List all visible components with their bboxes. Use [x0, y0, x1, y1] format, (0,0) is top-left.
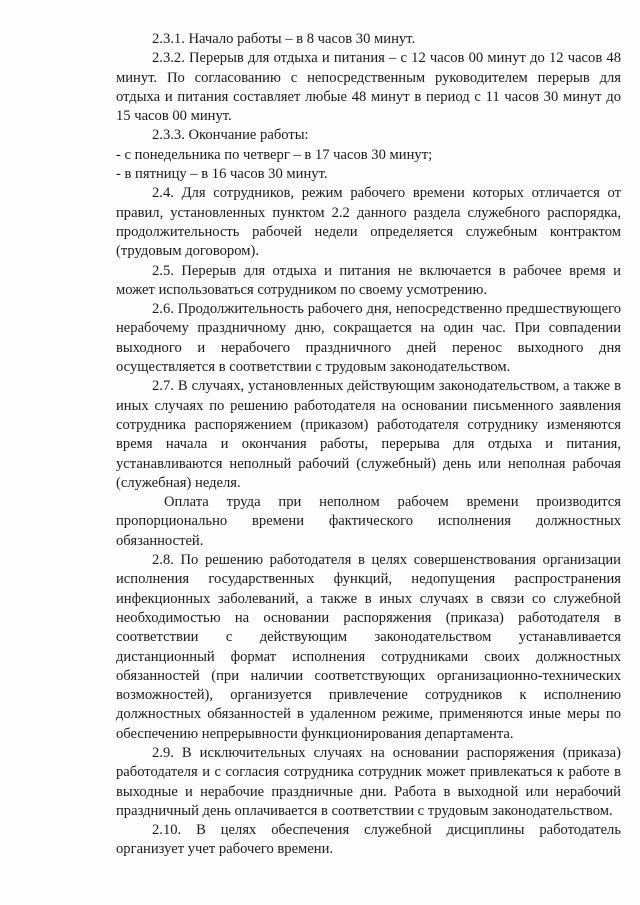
paragraph-2-6: 2.6. Продолжительность рабочего дня, непосредственно предшествующего нерабочему праздничному дню, сокращается на один час. При совпадении выходного и нерабочего праздничного дней перенос выходного дня осуществляется в соответствии с трудовым законодательством. — [116, 301, 621, 376]
paragraph-2-4: 2.4. Для сотрудников, режим рабочего времени которых отличается от правил, установленных пунктом 2.2 данного раздела служебного распорядка, продолжительность рабочей недели определяется служебным контрактом (трудовым договором). — [116, 185, 621, 260]
paragraph-2-9: 2.9. В исключительных случаях на основании распоряжения (приказа) работодателя и с согласия сотрудника сотрудник может привлекаться к работе в выходные и нерабочие праздничные дни. Работа в выходной или нерабочий праздничный день оплачивается в соответствии с трудовым законодательством. — [116, 744, 621, 819]
list-item-mon-thu: - с понедельника по четверг – в 17 часов 30 минут; — [116, 146, 433, 163]
document-body — [116, 30, 621, 860]
paragraph-2-3-3: 2.3.3. Окончание работы: — [152, 127, 309, 144]
paragraph-2-10: 2.10. В целях обеспечения служебной дисциплины работодатель организует учет рабочего времени. — [116, 822, 621, 858]
paragraph-2-3-2: 2.3.2. Перерыв для отдыха и питания – с 12 часов 00 минут до 12 часов 48 минут. По согласованию с непосредственным руководителем перерыв для отдыха и питания составляет любые 48 минут в период с 11 часов 30 минут до 15 часов 00 минут. — [116, 50, 621, 125]
paragraph-2-8: 2.8. По решению работодателя в целях совершенствования организации исполнения государственных функций, недопущения распространения инфекционных заболеваний, а также в иных случаях в связи со служебной необходимостью на основании распоряжения (приказа) работодателя в соответствии с действующим законодательством устанавливается дистанционный формат исполнения сотрудниками своих должностных обязанностей (при наличии соответствующих организационно-технических возможностей), организуется привлечение сотрудников к исполнению должностных обязанностей в удаленном режиме, применяются иные меры по обеспечению непрерывности функционирования департамента. — [116, 552, 621, 742]
paragraph-payment: Оплата труда при неполном рабочем времени производится пропорционально времени фактического исполнения должностных обязанностей. — [116, 494, 621, 549]
list-item-friday: - в пятницу – в 16 часов 30 минут. — [116, 166, 328, 183]
paragraph-2-3-1: 2.3.1. Начало работы – в 8 часов 30 минут. — [152, 31, 416, 47]
paragraph-2-7: 2.7. В случаях, установленных действующим законодательством, а также в иных случаях по решению работодателя на основании письменного заявления сотрудника распоряжением (приказом) работодателя сотруднику изменяются время начала и окончания работы, перерыва для отдыха и питания, устанавливаются неполный рабочий (служебный) день или неполная рабочая (служебная) неделя. — [116, 378, 621, 491]
paragraph-2-5: 2.5. Перерыв для отдыха и питания не включается в рабочее время и может использоваться сотрудником по своему усмотрению. — [116, 262, 621, 298]
